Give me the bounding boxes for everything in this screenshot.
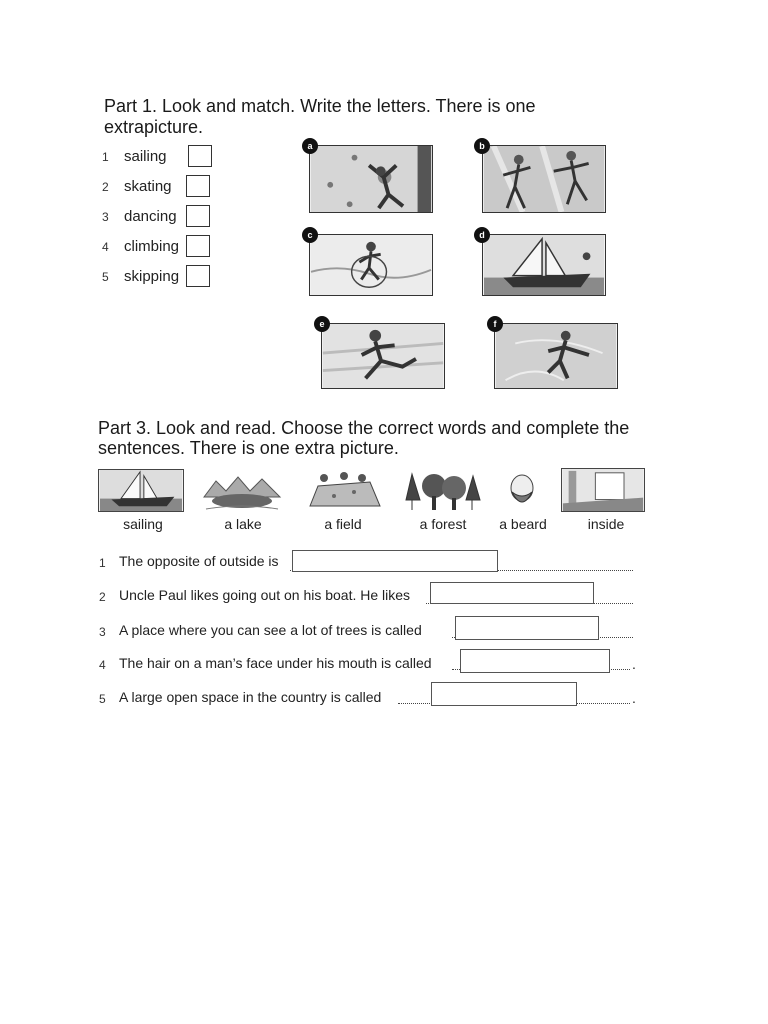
part1-heading-line1: Part 1. Look and match. Write the letters. There is one [104, 96, 536, 116]
picture-f-skating [494, 323, 618, 389]
match-word: skipping [124, 268, 180, 285]
dancing-picture-icon [483, 146, 605, 212]
sentence-text: A place where you can see a lot of trees is called [119, 622, 422, 638]
word-bank-field-image [304, 472, 384, 512]
answer-input-1[interactable] [292, 550, 498, 572]
climbing-picture-icon [310, 146, 432, 212]
sentence-number: 5 [99, 692, 106, 706]
word-bank-caption: a lake [224, 516, 262, 532]
sentence-number: 4 [99, 658, 106, 672]
answer-box[interactable] [186, 235, 210, 257]
field-icon [304, 472, 384, 512]
picture-letter-badge: f [487, 316, 503, 332]
answer-input-3[interactable] [455, 616, 599, 640]
sailing-picture-icon [483, 235, 605, 295]
room-icon [562, 469, 644, 511]
word-bank-caption: inside [587, 516, 625, 532]
word-bank-inside-image [561, 468, 645, 512]
match-number: 2 [102, 180, 109, 194]
match-number: 3 [102, 210, 109, 224]
answer-box[interactable] [186, 265, 210, 287]
beard-icon [505, 472, 539, 510]
boat-icon [99, 470, 183, 511]
match-number: 5 [102, 270, 109, 284]
part3-heading-line1: Part 3. Look and read. Choose the correct words and complete the [98, 418, 630, 438]
picture-b-dancing [482, 145, 606, 213]
forest-icon [402, 470, 484, 512]
match-number: 1 [102, 150, 109, 164]
skating-picture-icon [495, 324, 617, 388]
match-word: skating [124, 178, 172, 195]
part1-heading-line2: extrapicture. [104, 117, 204, 137]
running-picture-icon [322, 324, 444, 388]
answer-box[interactable] [186, 175, 210, 197]
sentence-text: A large open space in the country is called [119, 689, 382, 705]
match-list [102, 144, 222, 294]
picture-c-skipping [309, 234, 433, 296]
sentence-end-mark: . [632, 656, 636, 672]
picture-letter-badge: c [302, 227, 318, 243]
answer-box[interactable] [186, 205, 210, 227]
sentence-text: The opposite of outside is [119, 553, 279, 569]
match-word: dancing [124, 208, 177, 225]
word-bank-caption: a field [324, 516, 362, 532]
picture-a-climbing [309, 145, 433, 213]
answer-input-4[interactable] [460, 649, 610, 673]
match-number: 4 [102, 240, 109, 254]
sentence-number: 2 [99, 590, 106, 604]
match-word: sailing [124, 148, 167, 165]
word-bank-caption: sailing [123, 516, 163, 532]
picture-letter-badge: b [474, 138, 490, 154]
match-word: climbing [124, 238, 180, 255]
sentence-text: The hair on a man’s face under his mouth is called [119, 655, 432, 671]
sentence-end-mark: . [632, 690, 636, 706]
sentence-number: 1 [99, 556, 106, 570]
word-bank-caption: a forest [419, 516, 467, 532]
word-bank-beard-image [505, 472, 539, 510]
word-bank-forest-image [402, 470, 484, 512]
answer-input-2[interactable] [430, 582, 594, 604]
sentence-text: Uncle Paul likes going out on his boat. He likes [119, 587, 411, 603]
word-bank-lake-image [202, 473, 282, 511]
picture-d-sailing [482, 234, 606, 296]
picture-letter-badge: d [474, 227, 490, 243]
part3-heading-line2: sentences. There is one extra picture. [98, 438, 399, 458]
picture-letter-badge: a [302, 138, 318, 154]
word-bank-sailing-image [98, 469, 184, 512]
sentence-number: 3 [99, 625, 106, 639]
answer-box[interactable] [188, 145, 212, 167]
word-bank-caption: a beard [499, 516, 547, 532]
answer-input-5[interactable] [431, 682, 577, 706]
picture-letter-badge: e [314, 316, 330, 332]
skipping-picture-icon [310, 235, 432, 295]
lake-icon [202, 473, 282, 511]
picture-e-running [321, 323, 445, 389]
